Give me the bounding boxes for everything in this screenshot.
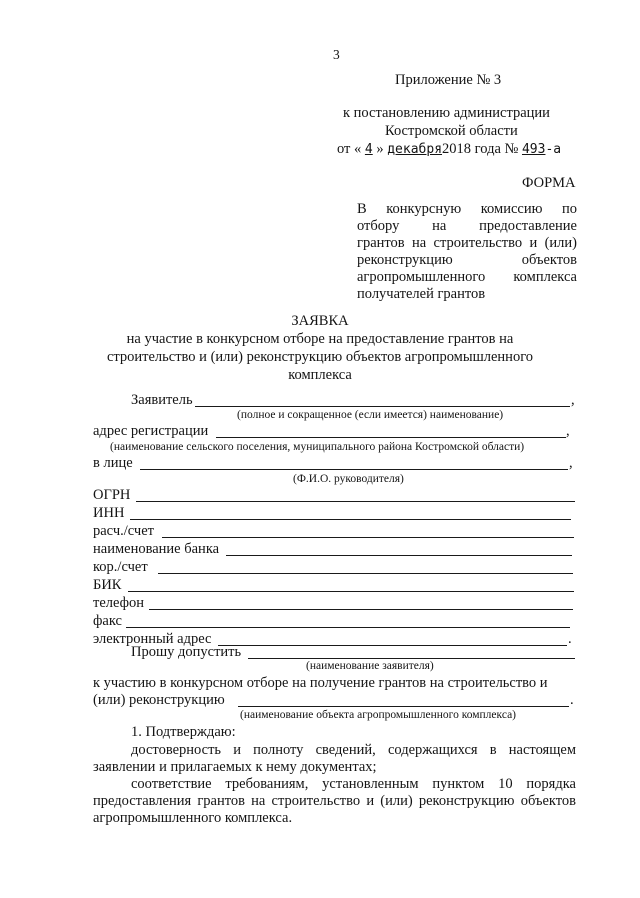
email-period: . xyxy=(568,631,572,647)
addressee-line-3: грантов на строительство и (или) xyxy=(357,235,577,251)
date-month: декабря xyxy=(387,142,443,157)
confirm-p2-line-3: агропромышленного комплекса. xyxy=(93,810,293,826)
reg-address-hint: (наименование сельского поселения, муниципального района Костромской области) xyxy=(110,441,525,453)
inn-input-line[interactable] xyxy=(130,519,571,520)
email-label: электронный адрес xyxy=(93,631,212,647)
date-mid: » xyxy=(376,141,384,157)
ogrn-label: ОГРН xyxy=(93,487,131,503)
addressee-line-5: агропромышленного комплекса xyxy=(357,269,577,285)
email-input-line[interactable] xyxy=(218,645,567,646)
date-day: 4 xyxy=(364,142,373,157)
bik-label: БИК xyxy=(93,577,122,593)
fax-input-line[interactable] xyxy=(126,627,570,628)
doc-number: 493 xyxy=(521,142,546,157)
account-label: расч./счет xyxy=(93,523,154,539)
reg-address-input-line[interactable] xyxy=(216,437,566,438)
request-line-1: к участию в конкурсном отборе на получение грантов на строительство и xyxy=(93,675,548,691)
object-hint: (наименование объекта агропромышленного комплекса) xyxy=(240,709,517,721)
form-label: ФОРМА xyxy=(522,175,576,191)
admit-label: Прошу допустить xyxy=(131,644,242,660)
person-hint: (Ф.И.О. руководителя) xyxy=(293,473,404,485)
confirm-heading: 1. Подтверждаю: xyxy=(131,724,236,740)
subtitle-line-2: строительство и (или) реконструкцию объектов агропромышленного xyxy=(106,349,534,365)
bank-label: наименование банка xyxy=(93,541,220,557)
phone-input-line[interactable] xyxy=(149,609,573,610)
reg-address-label: адрес регистрации xyxy=(93,423,209,439)
addressee-line-1: В конкурсную комиссию по xyxy=(357,201,577,217)
subtitle-line-3: комплекса xyxy=(288,367,352,383)
corr-account-input-line[interactable] xyxy=(158,573,573,574)
inn-label: ИНН xyxy=(93,505,125,521)
applicant-comma: , xyxy=(571,392,575,408)
addressee-line-4: реконструкцию объектов xyxy=(357,252,577,268)
subtitle-line-1: на участие в конкурсном отборе на предоставление грантов на xyxy=(126,331,514,347)
request-period: . xyxy=(570,692,574,708)
confirm-p1-line-2: заявлении и прилагаемых к нему документах; xyxy=(93,759,377,775)
reg-address-comma: , xyxy=(566,423,570,439)
admit-input-line[interactable] xyxy=(248,658,575,659)
phone-label: телефон xyxy=(93,595,145,611)
applicant-input-line[interactable] xyxy=(195,406,570,407)
applicant-hint: (полное и сокращенное (если имеется) наименование) xyxy=(237,409,504,421)
person-label: в лице xyxy=(93,455,133,471)
bank-input-line[interactable] xyxy=(226,555,572,556)
region-line: Костромской области xyxy=(385,123,518,139)
confirm-p1-line-1: достоверность и полноту сведений, содержащихся в настоящем xyxy=(131,742,576,758)
date-prefix: от « xyxy=(337,141,362,157)
applicant-label: Заявитель xyxy=(131,392,193,408)
addressee-line-6: получателей грантов xyxy=(357,286,486,302)
corr-account-label: кор./счет xyxy=(93,559,148,575)
confirm-p2-line-1: соответствие требованиям, установленным пунктом 10 порядка xyxy=(131,776,576,792)
request-line-2: (или) реконструкцию xyxy=(93,692,225,708)
ogrn-input-line[interactable] xyxy=(136,501,575,502)
date-line xyxy=(337,141,561,158)
fax-label: факс xyxy=(93,613,122,629)
person-comma: , xyxy=(569,455,573,471)
account-input-line[interactable] xyxy=(162,537,574,538)
doc-number-suffix: -а xyxy=(545,142,562,157)
bik-input-line[interactable] xyxy=(128,591,574,592)
object-input-line[interactable] xyxy=(238,706,569,707)
document-title: ЗАЯВКА xyxy=(291,313,349,329)
date-year: 2018 года № xyxy=(442,141,519,157)
resolution-line: к постановлению администрации xyxy=(343,105,550,121)
addressee-line-2: отбору на предоставление xyxy=(357,218,577,234)
page-number: 3 xyxy=(333,47,340,62)
confirm-p2-line-2: предоставления грантов на строительство и (или) реконструкцию объектов xyxy=(93,793,576,809)
person-input-line[interactable] xyxy=(140,469,568,470)
appendix-title: Приложение № 3 xyxy=(395,72,502,88)
admit-hint: (наименование заявителя) xyxy=(306,660,434,672)
